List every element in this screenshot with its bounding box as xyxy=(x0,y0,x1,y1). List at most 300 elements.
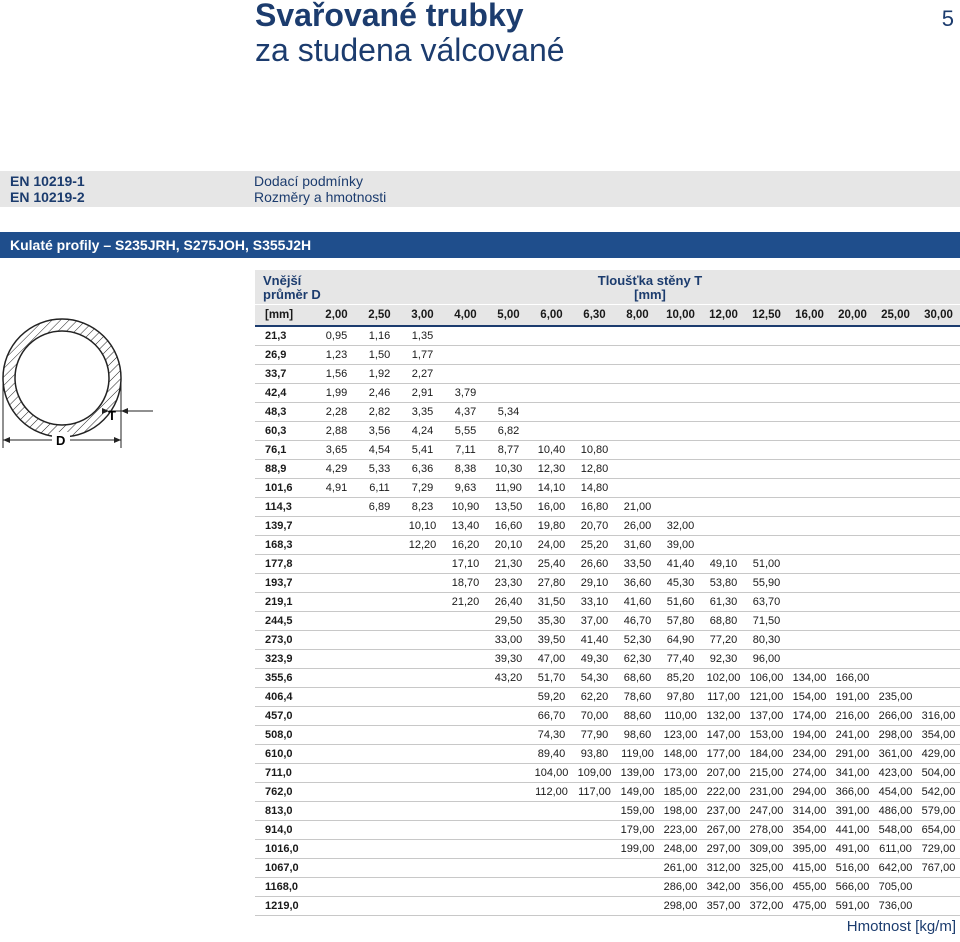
wall-thickness-header-line2: [mm] xyxy=(634,287,666,302)
thickness-header-cell: 3,00 xyxy=(401,305,444,326)
weight-cell: 491,00 xyxy=(831,840,874,859)
weight-cell xyxy=(616,384,659,403)
weight-cell xyxy=(831,612,874,631)
weight-cell xyxy=(315,536,358,555)
table-row xyxy=(255,878,960,897)
weight-cell xyxy=(487,745,530,764)
weight-cell xyxy=(874,346,917,365)
table-row xyxy=(255,897,960,916)
weight-cell xyxy=(487,688,530,707)
weight-cell: 31,50 xyxy=(530,593,573,612)
weight-cell xyxy=(444,783,487,802)
weight-cell: 7,29 xyxy=(401,479,444,498)
weight-cell: 309,00 xyxy=(745,840,788,859)
weight-cell xyxy=(358,878,401,897)
table-row xyxy=(255,745,960,764)
page-title-line1: Svařované trubky xyxy=(255,0,524,33)
weight-cell: 486,00 xyxy=(874,802,917,821)
weight-cell: 33,00 xyxy=(487,631,530,650)
wall-thickness-header-line1: Tloušťka stěny T xyxy=(597,273,703,288)
weight-cell xyxy=(358,574,401,593)
weight-cell: 102,00 xyxy=(702,669,745,688)
weight-cell: 5,33 xyxy=(358,460,401,479)
table-row xyxy=(255,726,960,745)
weight-cell: 1,16 xyxy=(358,326,401,346)
page-title xyxy=(255,0,565,68)
weight-cell xyxy=(444,650,487,669)
weight-cell xyxy=(788,403,831,422)
weight-cell xyxy=(659,346,702,365)
weight-cell: 154,00 xyxy=(788,688,831,707)
weight-cell xyxy=(487,726,530,745)
weight-cell xyxy=(831,403,874,422)
weight-cell xyxy=(530,326,573,346)
weight-cell xyxy=(788,536,831,555)
weight-cell: 110,00 xyxy=(659,707,702,726)
weight-cell xyxy=(788,479,831,498)
weight-cell xyxy=(573,897,616,916)
weight-cell: 1,56 xyxy=(315,365,358,384)
thickness-header-cell: 12,50 xyxy=(745,305,788,326)
weight-cell xyxy=(788,517,831,536)
weight-cell: 54,30 xyxy=(573,669,616,688)
thickness-header-cell: 30,00 xyxy=(917,305,960,326)
weight-cell: 177,00 xyxy=(702,745,745,764)
weight-cell: 4,29 xyxy=(315,460,358,479)
weight-cell xyxy=(831,498,874,517)
outer-diameter-cell: 48,3 xyxy=(255,403,315,422)
weight-cell: 10,30 xyxy=(487,460,530,479)
weight-cell: 98,60 xyxy=(616,726,659,745)
weight-cell: 1,92 xyxy=(358,365,401,384)
weight-cell xyxy=(745,403,788,422)
weight-cell xyxy=(358,650,401,669)
weight-cell: 49,30 xyxy=(573,650,616,669)
weight-cell xyxy=(444,669,487,688)
weight-cell: 57,80 xyxy=(659,612,702,631)
weight-cell xyxy=(401,859,444,878)
weight-cell: 173,00 xyxy=(659,764,702,783)
weight-cell: 475,00 xyxy=(788,897,831,916)
table-row xyxy=(255,802,960,821)
weight-cell xyxy=(745,536,788,555)
weight-cell: 2,46 xyxy=(358,384,401,403)
weight-cell: 51,00 xyxy=(745,555,788,574)
weight-cell: 566,00 xyxy=(831,878,874,897)
outer-diameter-cell: 508,0 xyxy=(255,726,315,745)
weight-cell: 80,30 xyxy=(745,631,788,650)
weight-cell xyxy=(530,365,573,384)
weight-cell xyxy=(917,574,960,593)
weight-cell xyxy=(530,897,573,916)
weight-cell: 119,00 xyxy=(616,745,659,764)
weight-cell xyxy=(917,346,960,365)
weight-cell xyxy=(487,783,530,802)
weight-cell: 325,00 xyxy=(745,859,788,878)
weight-cell: 18,70 xyxy=(444,574,487,593)
weight-cell: 174,00 xyxy=(788,707,831,726)
outer-diameter-cell: 21,3 xyxy=(255,326,315,346)
weight-cell xyxy=(874,441,917,460)
weight-cell: 2,28 xyxy=(315,403,358,422)
weight-cell xyxy=(401,764,444,783)
weight-cell xyxy=(616,441,659,460)
weight-cell xyxy=(831,574,874,593)
weight-cell xyxy=(530,821,573,840)
weight-cell xyxy=(358,859,401,878)
weight-cell: 26,60 xyxy=(573,555,616,574)
weight-cell xyxy=(401,650,444,669)
weight-cell xyxy=(702,403,745,422)
weight-cell: 10,10 xyxy=(401,517,444,536)
weight-cell xyxy=(315,878,358,897)
weight-cell: 767,00 xyxy=(917,859,960,878)
weight-cell xyxy=(745,365,788,384)
weight-cell xyxy=(659,460,702,479)
weight-cell: 274,00 xyxy=(788,764,831,783)
weight-cell: 117,00 xyxy=(573,783,616,802)
weight-cell xyxy=(573,878,616,897)
outer-diameter-cell: 813,0 xyxy=(255,802,315,821)
thickness-header-cell: 16,00 xyxy=(788,305,831,326)
weight-cell: 93,80 xyxy=(573,745,616,764)
weight-cell: 96,00 xyxy=(745,650,788,669)
weight-cell: 207,00 xyxy=(702,764,745,783)
weight-cell xyxy=(530,802,573,821)
weight-cell xyxy=(401,802,444,821)
outer-diameter-cell: 33,7 xyxy=(255,365,315,384)
tube-cross-section-diagram xyxy=(0,270,160,470)
weight-cell xyxy=(573,859,616,878)
weight-cell: 13,50 xyxy=(487,498,530,517)
weight-cell xyxy=(917,460,960,479)
weight-cell: 357,00 xyxy=(702,897,745,916)
weight-cell xyxy=(401,840,444,859)
weight-cell: 14,80 xyxy=(573,479,616,498)
outer-diameter-cell: 273,0 xyxy=(255,631,315,650)
weight-cell: 16,80 xyxy=(573,498,616,517)
weight-cell xyxy=(874,384,917,403)
weight-cell: 579,00 xyxy=(917,802,960,821)
weight-cell: 149,00 xyxy=(616,783,659,802)
weight-cell: 21,00 xyxy=(616,498,659,517)
thickness-header-row xyxy=(255,305,960,326)
weight-cell xyxy=(831,346,874,365)
weight-cell xyxy=(917,593,960,612)
weight-cell xyxy=(444,878,487,897)
weight-cell xyxy=(702,326,745,346)
weight-cell: 29,50 xyxy=(487,612,530,631)
weight-cell xyxy=(616,326,659,346)
weight-cell xyxy=(358,745,401,764)
weight-cell xyxy=(401,707,444,726)
weight-cell xyxy=(831,365,874,384)
weight-cell xyxy=(745,441,788,460)
weight-cell xyxy=(874,498,917,517)
weight-cell: 312,00 xyxy=(702,859,745,878)
weight-cell: 4,24 xyxy=(401,422,444,441)
table-row xyxy=(255,555,960,574)
weight-cell: 39,50 xyxy=(530,631,573,650)
weight-cell: 199,00 xyxy=(616,840,659,859)
weight-cell xyxy=(401,821,444,840)
table-row xyxy=(255,460,960,479)
thickness-header-cell: 6,00 xyxy=(530,305,573,326)
weight-cell: 391,00 xyxy=(831,802,874,821)
weight-cell xyxy=(444,326,487,346)
page-title-line2: za studena válcované xyxy=(255,32,565,68)
weight-cell xyxy=(573,802,616,821)
weight-cell: 294,00 xyxy=(788,783,831,802)
outer-diameter-cell: 101,6 xyxy=(255,479,315,498)
weight-cell: 106,00 xyxy=(745,669,788,688)
weight-cell: 63,70 xyxy=(745,593,788,612)
weight-cell: 9,63 xyxy=(444,479,487,498)
weight-cell: 3,65 xyxy=(315,441,358,460)
weight-cell: 109,00 xyxy=(573,764,616,783)
weight-cell: 5,34 xyxy=(487,403,530,422)
weight-cell xyxy=(659,441,702,460)
weight-cell: 372,00 xyxy=(745,897,788,916)
outer-diameter-cell: 60,3 xyxy=(255,422,315,441)
weight-cell: 85,20 xyxy=(659,669,702,688)
weight-cell xyxy=(874,574,917,593)
table-row xyxy=(255,764,960,783)
outer-diameter-header-line1: Vnější xyxy=(263,273,302,288)
weight-cell xyxy=(530,384,573,403)
table-row xyxy=(255,612,960,631)
weight-cell xyxy=(315,669,358,688)
table-row xyxy=(255,365,960,384)
outer-diameter-cell: 457,0 xyxy=(255,707,315,726)
weight-cell xyxy=(874,460,917,479)
weight-cell: 78,60 xyxy=(616,688,659,707)
wall-thickness-header xyxy=(575,274,725,302)
weight-cell xyxy=(315,631,358,650)
weight-cell xyxy=(487,384,530,403)
weight-cell xyxy=(358,764,401,783)
weight-cell xyxy=(788,460,831,479)
weight-cell: 52,30 xyxy=(616,631,659,650)
weight-cell: 6,36 xyxy=(401,460,444,479)
weight-cell: 4,91 xyxy=(315,479,358,498)
weight-cell xyxy=(788,384,831,403)
weight-cell xyxy=(444,346,487,365)
weight-cell xyxy=(315,859,358,878)
weight-cell: 423,00 xyxy=(874,764,917,783)
weight-cell xyxy=(788,498,831,517)
outer-diameter-header xyxy=(263,274,321,302)
thickness-header-cell: 6,30 xyxy=(573,305,616,326)
table-row xyxy=(255,326,960,346)
weight-cell xyxy=(788,574,831,593)
weight-cell: 21,20 xyxy=(444,593,487,612)
weight-cell xyxy=(573,346,616,365)
weight-cell xyxy=(315,707,358,726)
weight-cell: 395,00 xyxy=(788,840,831,859)
weight-cell xyxy=(573,403,616,422)
table-row xyxy=(255,859,960,878)
weight-cell xyxy=(702,384,745,403)
weight-cell: 5,55 xyxy=(444,422,487,441)
outer-diameter-cell: 244,5 xyxy=(255,612,315,631)
weight-cell xyxy=(573,326,616,346)
weight-cell xyxy=(874,555,917,574)
table-row xyxy=(255,840,960,859)
weight-cell: 66,70 xyxy=(530,707,573,726)
weight-cell: 71,50 xyxy=(745,612,788,631)
weight-cell: 77,40 xyxy=(659,650,702,669)
weight-cell: 455,00 xyxy=(788,878,831,897)
weight-cell: 4,54 xyxy=(358,441,401,460)
weight-cell xyxy=(616,859,659,878)
weight-cell xyxy=(874,612,917,631)
table-row xyxy=(255,536,960,555)
standard-code: EN 10219-1 xyxy=(10,173,85,189)
weight-cell xyxy=(788,555,831,574)
weight-cell xyxy=(315,574,358,593)
weight-cell: 51,70 xyxy=(530,669,573,688)
weight-cell xyxy=(487,365,530,384)
weight-cell xyxy=(444,707,487,726)
weight-cell: 20,10 xyxy=(487,536,530,555)
weight-cell: 41,40 xyxy=(659,555,702,574)
weight-cell: 45,30 xyxy=(659,574,702,593)
weight-cell: 3,56 xyxy=(358,422,401,441)
weight-cell xyxy=(444,897,487,916)
weight-cell: 26,00 xyxy=(616,517,659,536)
outer-diameter-cell: 139,7 xyxy=(255,517,315,536)
weight-cell xyxy=(358,821,401,840)
weight-cell xyxy=(831,650,874,669)
outer-diameter-cell: 762,0 xyxy=(255,783,315,802)
weight-cell: 16,20 xyxy=(444,536,487,555)
weight-cell xyxy=(788,612,831,631)
weight-cell xyxy=(788,631,831,650)
weight-cell xyxy=(702,479,745,498)
weight-cell xyxy=(315,650,358,669)
weight-cell xyxy=(530,840,573,859)
weight-cell xyxy=(788,422,831,441)
weight-cell xyxy=(358,897,401,916)
weight-cell: 736,00 xyxy=(874,897,917,916)
weight-cell: 215,00 xyxy=(745,764,788,783)
weight-cell: 3,35 xyxy=(401,403,444,422)
weight-cell: 415,00 xyxy=(788,859,831,878)
weight-cell: 278,00 xyxy=(745,821,788,840)
weight-cell: 235,00 xyxy=(874,688,917,707)
weight-cell: 654,00 xyxy=(917,821,960,840)
weight-cell: 0,95 xyxy=(315,326,358,346)
weight-cell: 234,00 xyxy=(788,745,831,764)
weight-cell: 88,60 xyxy=(616,707,659,726)
weight-cell: 231,00 xyxy=(745,783,788,802)
weight-cell: 77,20 xyxy=(702,631,745,650)
weight-cell: 23,30 xyxy=(487,574,530,593)
weight-cell xyxy=(401,612,444,631)
weight-cell: 4,37 xyxy=(444,403,487,422)
weight-cell: 185,00 xyxy=(659,783,702,802)
weight-cell xyxy=(530,878,573,897)
weight-cell: 356,00 xyxy=(745,878,788,897)
weight-cell: 248,00 xyxy=(659,840,702,859)
weight-cell xyxy=(401,669,444,688)
weight-cell xyxy=(315,897,358,916)
weight-cell xyxy=(831,536,874,555)
weight-cell: 77,90 xyxy=(573,726,616,745)
weight-cell: 17,10 xyxy=(444,555,487,574)
outer-diameter-cell: 323,9 xyxy=(255,650,315,669)
weight-cell: 32,00 xyxy=(659,517,702,536)
weight-cell: 19,80 xyxy=(530,517,573,536)
weight-cell xyxy=(358,555,401,574)
table-row xyxy=(255,707,960,726)
weight-cell xyxy=(401,688,444,707)
weight-cell: 3,79 xyxy=(444,384,487,403)
weight-cell xyxy=(401,745,444,764)
weight-cell xyxy=(917,536,960,555)
weight-cell xyxy=(487,840,530,859)
weight-cell xyxy=(444,745,487,764)
weight-cell: 166,00 xyxy=(831,669,874,688)
weight-cell xyxy=(659,384,702,403)
outer-diameter-cell: 177,8 xyxy=(255,555,315,574)
weight-cell: 8,23 xyxy=(401,498,444,517)
weight-cell xyxy=(874,517,917,536)
outer-diameter-cell: 88,9 xyxy=(255,460,315,479)
weight-cell xyxy=(917,365,960,384)
outer-diameter-cell: 26,9 xyxy=(255,346,315,365)
weight-cell: 12,20 xyxy=(401,536,444,555)
weight-cell xyxy=(831,631,874,650)
weight-cell xyxy=(358,669,401,688)
weight-cell xyxy=(874,593,917,612)
weight-cell: 36,60 xyxy=(616,574,659,593)
weight-cell xyxy=(616,403,659,422)
weight-cell xyxy=(444,802,487,821)
weight-cell: 27,80 xyxy=(530,574,573,593)
weight-cell: 14,10 xyxy=(530,479,573,498)
weight-cell: 8,38 xyxy=(444,460,487,479)
weight-cell: 12,30 xyxy=(530,460,573,479)
weight-cell: 429,00 xyxy=(917,745,960,764)
weight-cell xyxy=(702,517,745,536)
weight-cell xyxy=(659,326,702,346)
weight-cell: 139,00 xyxy=(616,764,659,783)
weight-cell xyxy=(745,517,788,536)
weight-cell: 6,82 xyxy=(487,422,530,441)
weight-cell xyxy=(917,498,960,517)
weight-cell xyxy=(788,441,831,460)
weight-cell: 43,20 xyxy=(487,669,530,688)
weight-cell: 153,00 xyxy=(745,726,788,745)
weight-cell: 46,70 xyxy=(616,612,659,631)
outer-diameter-cell: 76,1 xyxy=(255,441,315,460)
weight-cell: 705,00 xyxy=(874,878,917,897)
thickness-header-cell: 12,00 xyxy=(702,305,745,326)
standard-description: Rozměry a hmotnosti xyxy=(254,189,387,205)
weight-cell xyxy=(315,593,358,612)
weight-cell xyxy=(358,593,401,612)
table-row xyxy=(255,669,960,688)
weight-cell: 10,40 xyxy=(530,441,573,460)
weight-cell xyxy=(444,764,487,783)
weight-cell xyxy=(788,650,831,669)
weight-cell: 237,00 xyxy=(702,802,745,821)
weight-cell: 1,35 xyxy=(401,326,444,346)
weight-cell: 298,00 xyxy=(874,726,917,745)
weight-cell: 354,00 xyxy=(917,726,960,745)
